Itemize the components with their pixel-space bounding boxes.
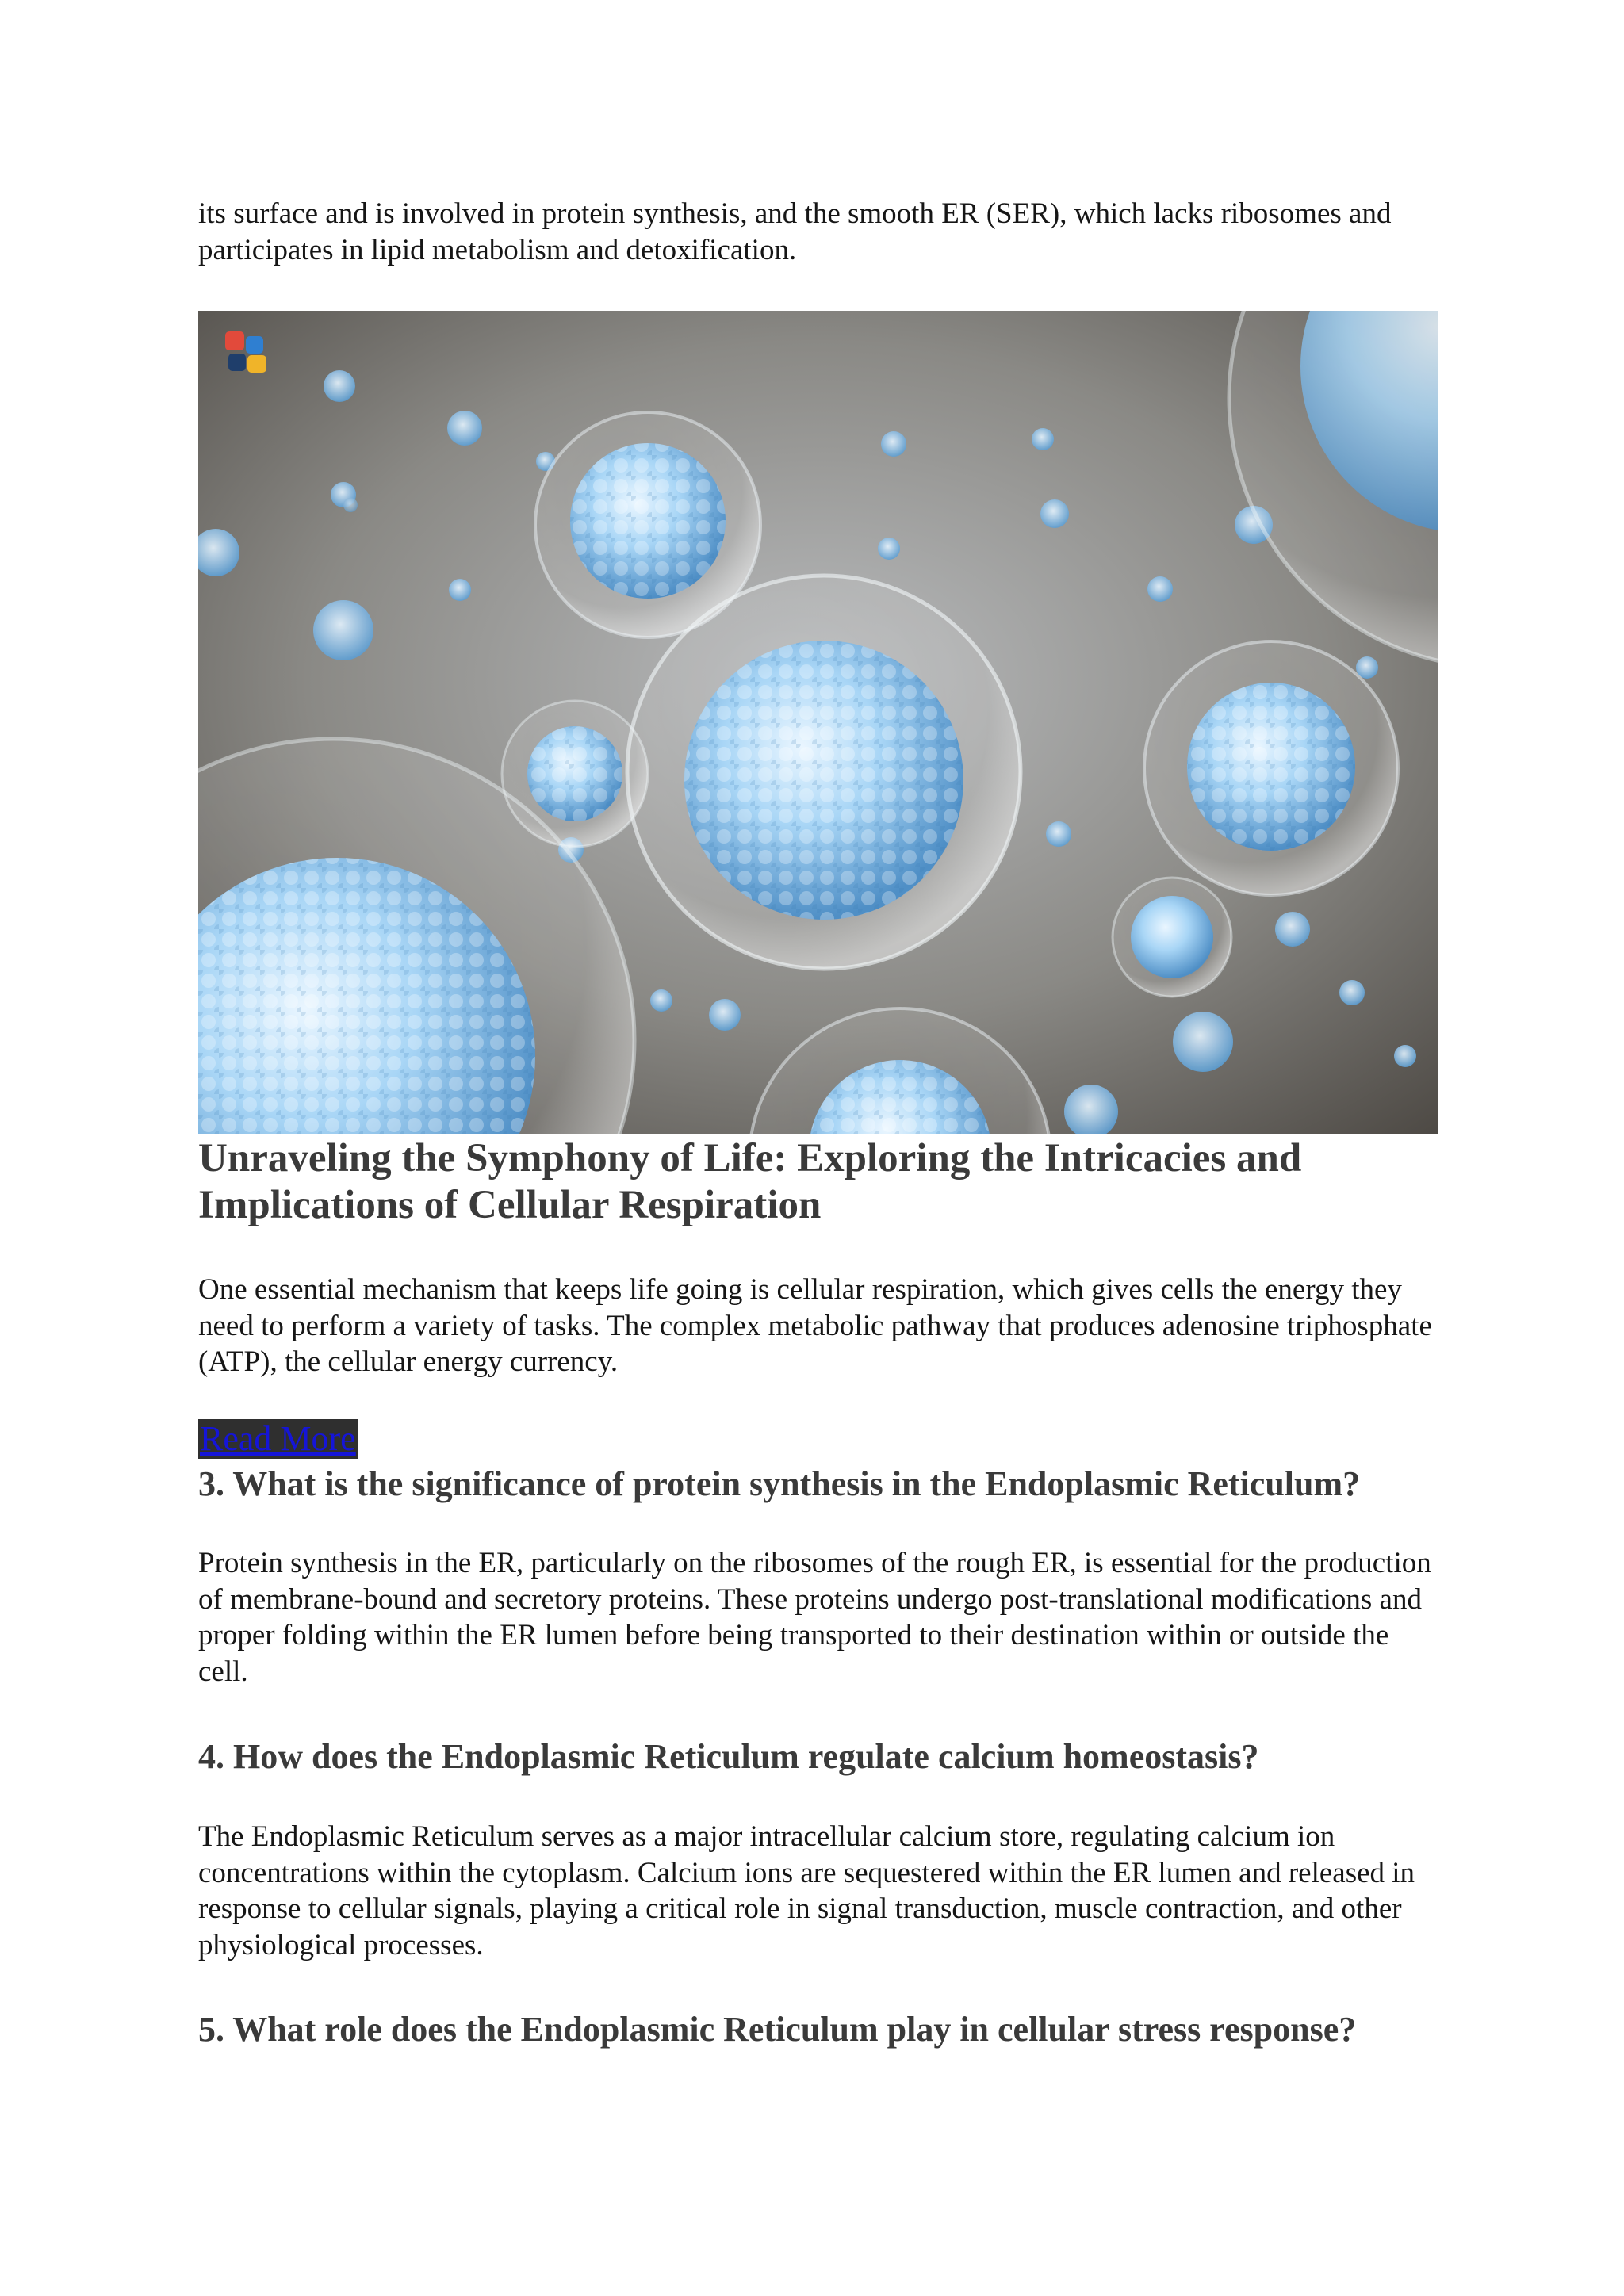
intro-paragraph: its surface and is involved in protein synthesis, and the smooth ER (SER), which lacks ribosomes and participates in lipid metabolism and detoxification. xyxy=(198,197,1392,266)
faq-question-3: 3. What is the significance of protein synthesis in the Endoplasmic Reticulum? xyxy=(198,1464,1361,1503)
cells-illustration xyxy=(198,311,1438,1134)
read-more-link[interactable]: Read More xyxy=(200,1419,356,1458)
center-cell xyxy=(627,576,1021,969)
faq-answer-3: Protein synthesis in the ER, particularly on the ribosomes of the rough ER, is essential for the production of membrane-bound and secretory proteins. These proteins undergo post-translational modifications and proper folding within the ER lumen before being transported to their destination within or outside the cell. xyxy=(198,1547,1431,1688)
faq-question-4: 4. How does the Endoplasmic Reticulum regulate calcium homeostasis? xyxy=(198,1737,1259,1776)
faq-answer-4: The Endoplasmic Reticulum serves as a major intracellular calcium store, regulating calcium ion concentrations within the cytoplasm. Calcium ions are sequestered within the ER lumen and released in response to cellular signals, playing a critical role in signal transduction, muscle contraction, and other physiological processes. xyxy=(198,1820,1415,1961)
article-title: Unraveling the Symphony of Life: Exploring the Intricacies and Implications of Cellular Respiration xyxy=(198,1136,1302,1227)
medium-cell-right xyxy=(1144,641,1398,895)
faq-question-5: 5. What role does the Endoplasmic Reticulum play in cellular stress response? xyxy=(198,2010,1357,2049)
hero-image xyxy=(198,311,1438,1134)
article-summary: One essential mechanism that keeps life going is cellular respiration, which gives cells the energy they need to perform a variety of tasks. The complex metabolic pathway that produces adenosine triphosphate (ATP), the cellular energy currency. xyxy=(198,1273,1432,1378)
small-cell-right-bottom xyxy=(1113,878,1231,997)
